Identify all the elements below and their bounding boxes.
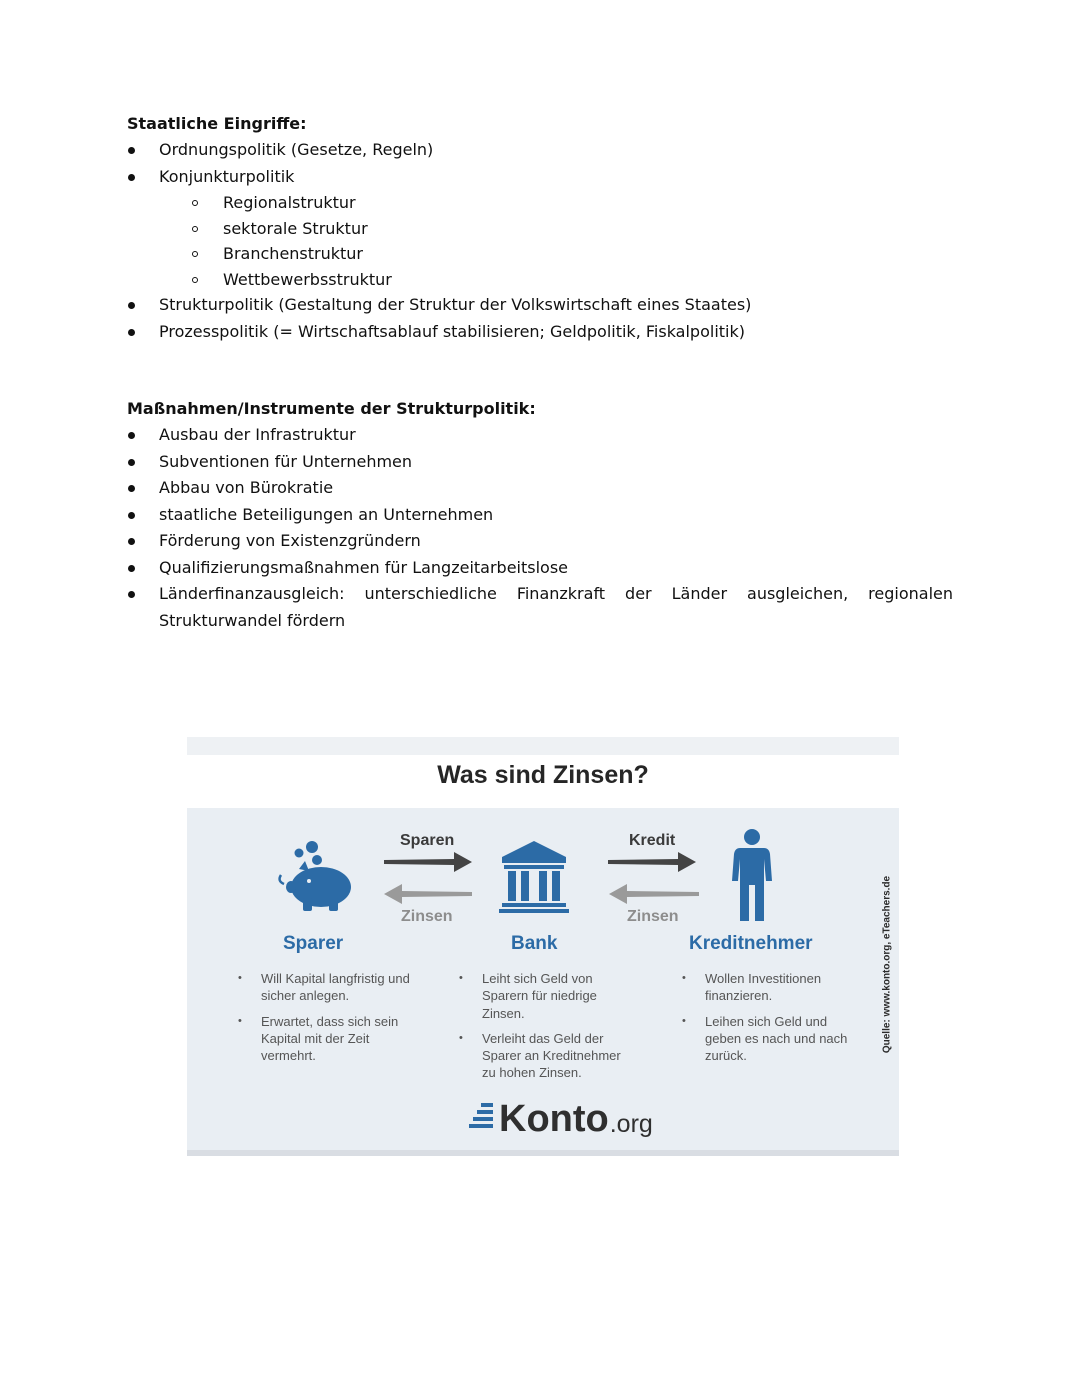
arrow-left-icon <box>382 883 472 905</box>
section-heading-staatliche-eingriffe: Staatliche Eingriffe: <box>127 114 307 133</box>
role-point: • Verleiht das Geld der Sparer an Kreditnehmer zu hohen Zinsen. <box>482 1030 630 1082</box>
list-item: Förderung von Existenzgründern <box>0 528 1080 555</box>
role-point: • Leiht sich Geld von Sparern für niedrige Zinsen. <box>482 970 630 1022</box>
infographic-top-bar <box>187 737 899 755</box>
bank-building-icon <box>499 839 569 915</box>
flow-label-zinsen-right: Zinsen <box>627 908 679 925</box>
logo-bars-icon <box>467 1101 497 1135</box>
role-point: • Will Kapital langfristig und sicher anlegen. <box>261 970 411 1005</box>
role-point: • Wollen Investitionen finanzieren. <box>705 970 855 1005</box>
role-title-kreditnehmer: Kreditnehmer <box>689 933 813 954</box>
list-item-line: Länderfinanzausgleich: unterschiedliche Finanzkraft der Länder ausgleichen, regionalen <box>159 584 953 603</box>
list-item: Prozesspolitik (= Wirtschaftsablauf stabilisieren; Geldpolitik, Fiskalpolitik) <box>0 319 1080 346</box>
logo-text: Konto <box>499 1098 609 1140</box>
section-heading-strukturpolitik: Maßnahmen/Instrumente der Strukturpolitik: <box>127 399 536 418</box>
role-desc-kreditnehmer <box>705 970 855 1072</box>
infographic-title: Was sind Zinsen? <box>437 761 649 789</box>
sub-list-item: Regionalstruktur <box>0 190 1080 216</box>
role-point: • Leihen sich Geld und geben es nach und nach zurück. <box>705 1013 855 1065</box>
strukturpolitik-list <box>0 422 1080 634</box>
zinsen-infographic <box>187 737 899 1156</box>
list-item: Subventionen für Unternehmen <box>0 449 1080 476</box>
role-title-bank: Bank <box>511 933 558 954</box>
flow-label-zinsen-left: Zinsen <box>401 908 453 925</box>
list-item: staatliche Beteiligungen an Unternehmen <box>0 502 1080 529</box>
role-point: • Erwartet, dass sich sein Kapital mit der Zeit vermehrt. <box>261 1013 411 1065</box>
role-title-sparer: Sparer <box>283 933 344 954</box>
list-item-laenderfinanzausgleich <box>0 581 953 634</box>
sub-list-item: Wettbewerbsstruktur <box>0 267 1080 293</box>
arrow-right-icon <box>384 851 474 873</box>
konto-logo <box>467 1094 653 1138</box>
arrow-left-icon <box>607 883 699 905</box>
piggy-bank-icon <box>277 837 357 917</box>
list-item: Abbau von Bürokratie <box>0 475 1080 502</box>
infographic-bottom-bar <box>187 1150 899 1156</box>
list-item: Strukturpolitik (Gestaltung der Struktur der Volkswirtschaft eines Staates) <box>0 292 1080 319</box>
list-item: Konjunkturpolitik <box>0 164 1080 191</box>
role-desc-bank <box>482 970 630 1090</box>
person-icon <box>730 829 774 923</box>
source-note: Quelle: www.konto.org, eTeachers.de <box>881 875 893 1054</box>
sub-list-item: sektorale Struktur <box>0 216 1080 242</box>
flow-label-sparen: Sparen <box>400 832 455 849</box>
sub-list-item: Branchenstruktur <box>0 241 1080 267</box>
role-desc-sparer <box>261 970 411 1072</box>
list-item-line: Strukturwandel fördern <box>159 610 346 630</box>
list-item: Qualifizierungsmaßnahmen für Langzeitarbeitslose <box>0 555 1080 582</box>
logo-extension: .org <box>609 1110 653 1138</box>
staatliche-eingriffe-list <box>0 137 1080 345</box>
flow-label-kredit: Kredit <box>629 832 676 849</box>
list-item: Ordnungspolitik (Gesetze, Regeln) <box>0 137 1080 164</box>
list-item: Ausbau der Infrastruktur <box>0 422 1080 449</box>
arrow-right-icon <box>608 851 698 873</box>
